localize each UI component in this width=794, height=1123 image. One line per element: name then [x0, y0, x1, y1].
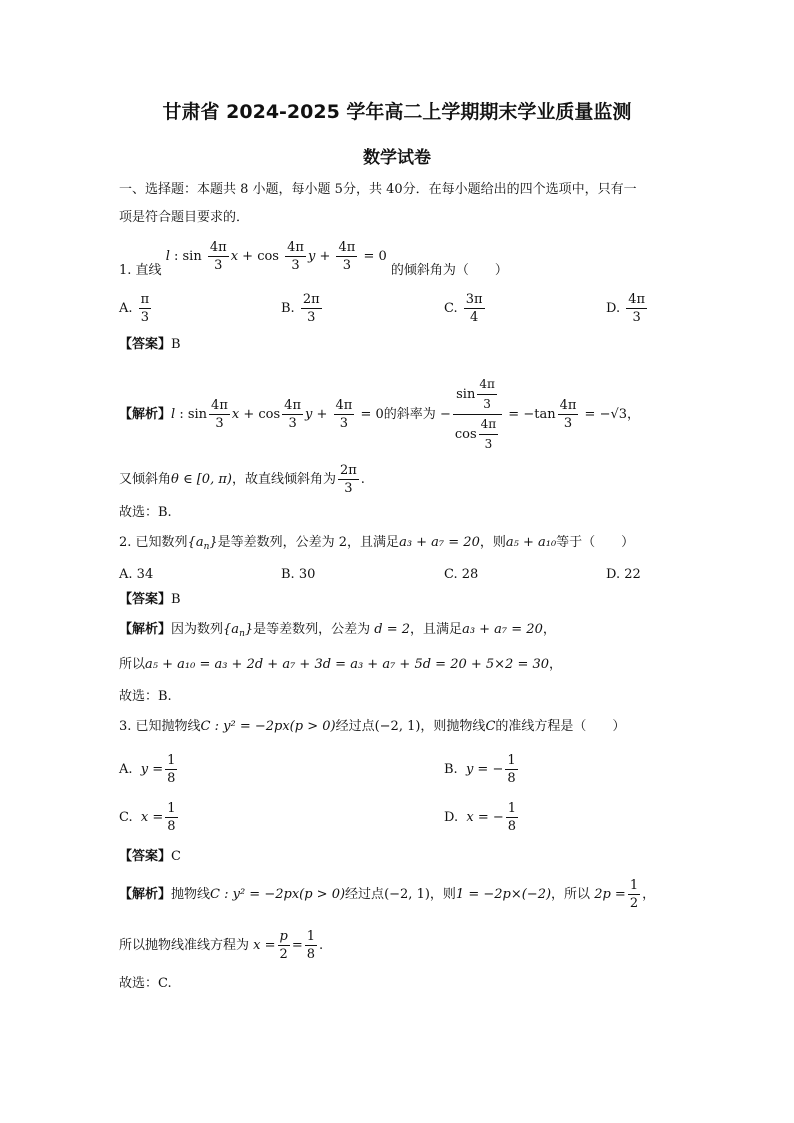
- q1-answer: 【答案】B: [119, 337, 181, 352]
- q1-option-c: C. $\frac{3\pi}{4}$: [444, 292, 483, 325]
- q3-conclusion: 故选：C.: [119, 976, 172, 991]
- q3-option-a: A. y = $\frac{1}{8}$: [119, 753, 176, 786]
- q2-option-c: C. 28: [444, 567, 479, 582]
- q1-option-a: A. $\frac{\pi}{3}$: [119, 292, 150, 325]
- q3-option-c: C. x = $\frac{1}{8}$: [119, 801, 176, 834]
- q1-analysis-line2: 又倾斜角θ ∈ [0, π)，故直线倾斜角为 $\frac{2\pi}{3}$ .: [119, 463, 365, 496]
- q3-option-d: D. x = − $\frac{1}{8}$: [444, 801, 517, 834]
- q1-option-b: B. $\frac{2\pi}{3}$: [281, 292, 320, 325]
- q1-option-b-frac: $\frac{2\pi}{3}$: [302, 292, 320, 325]
- q1-line-name: l: [165, 249, 170, 264]
- q1-frac-3: $\frac{4\pi}{3}$: [338, 240, 356, 273]
- q1-sin: sin: [182, 249, 202, 264]
- q2-option-b: B. 30: [281, 567, 316, 582]
- q1-suffix: 的倾斜角为（ ）: [390, 263, 508, 278]
- q1-conclusion: 故选：B.: [119, 505, 172, 520]
- q2-option-d: D. 22: [606, 567, 641, 582]
- section-instructions-line2: 项是符合题目要求的．: [119, 210, 250, 225]
- q1-analysis-line1: 【解析】l : sin $\frac{4\pi}{3}$ x + cos $\frac{4\pi}{3}$ y + $\frac{4\pi}{3}$ = 0的斜率为 − sin $\frac{4\pi}{3}$ cos $\frac{4\pi}{3}$ = −tan $\frac{4\pi}{3}$ = −√3，: [119, 375, 640, 454]
- q1-slope-frac: sin $\frac{4\pi}{3}$ cos $\frac{4\pi}{3}$: [453, 375, 502, 454]
- q3-option-b: B. y = − $\frac{1}{8}$: [444, 753, 516, 786]
- q2-analysis-line2: 所以a₅ + a₁₀ = a₃ + 2d + a₇ + 3d = a₃ + a₇ + 5d = 20 + 5×2 = 30，: [119, 657, 563, 672]
- q1-prefix: 1. 直线: [119, 263, 162, 278]
- q3-analysis-line1: 【解析】抛物线C : y² = −2px(p > 0)经过点(−2, 1)，则1 = −2p×(−2)，所以 2p = $\frac{1}{2}$ ，: [119, 878, 656, 911]
- q2-answer: 【答案】B: [119, 592, 181, 607]
- page-title: 甘肃省 2024-2025 学年高二上学期期末学业质量监测: [162, 101, 632, 123]
- q3-analysis-line2: 所以抛物线准线方程为 x = $\frac{p}{2}$ = $\frac{1}{8}$ .: [119, 929, 324, 962]
- question-3-stem: 3. 已知抛物线C : y² = −2px(p > 0)经过点(−2, 1)，则抛物线C的准线方程是（ ）: [119, 719, 626, 734]
- q1-line-equation: l : sin $\frac{4\pi}{3}$ x + cos $\frac{4\pi}{3}$ y + $\frac{4\pi}{3}$ = 0: [165, 240, 391, 273]
- q1-cos: cos: [257, 249, 279, 264]
- q2-conclusion: 故选：B.: [119, 689, 172, 704]
- section-instructions-line1: 一、选择题：本题共 8 小题，每小题 5分，共 40分．在每小题给出的四个选项中，只有一: [119, 182, 637, 197]
- q1-frac-1: $\frac{4\pi}{3}$: [209, 240, 227, 273]
- q1-option-a-frac: $\frac{\pi}{3}$: [140, 292, 150, 325]
- q1-option-d-frac: $\frac{4\pi}{3}$: [628, 292, 646, 325]
- page-subtitle: 数学试卷: [363, 148, 431, 168]
- q1-frac-2: $\frac{4\pi}{3}$: [287, 240, 304, 273]
- q1-option-c-frac: $\frac{3\pi}{4}$: [465, 292, 483, 325]
- q1-option-d: D. $\frac{4\pi}{3}$: [606, 292, 646, 325]
- q3-answer: 【答案】C: [119, 849, 181, 864]
- q2-option-a: A. 34: [119, 567, 154, 582]
- q2-analysis-line1: 【解析】因为数列$\{a_n\}$是等差数列，公差为 d = 2，且满足a₃ + a₇ = 20，: [119, 622, 556, 639]
- question-2-stem: 2. 已知数列$\{a_n\}$是等差数列，公差为 2，且满足a₃ + a₇ = 20，则a₅ + a₁₀等于（ ）: [119, 535, 635, 552]
